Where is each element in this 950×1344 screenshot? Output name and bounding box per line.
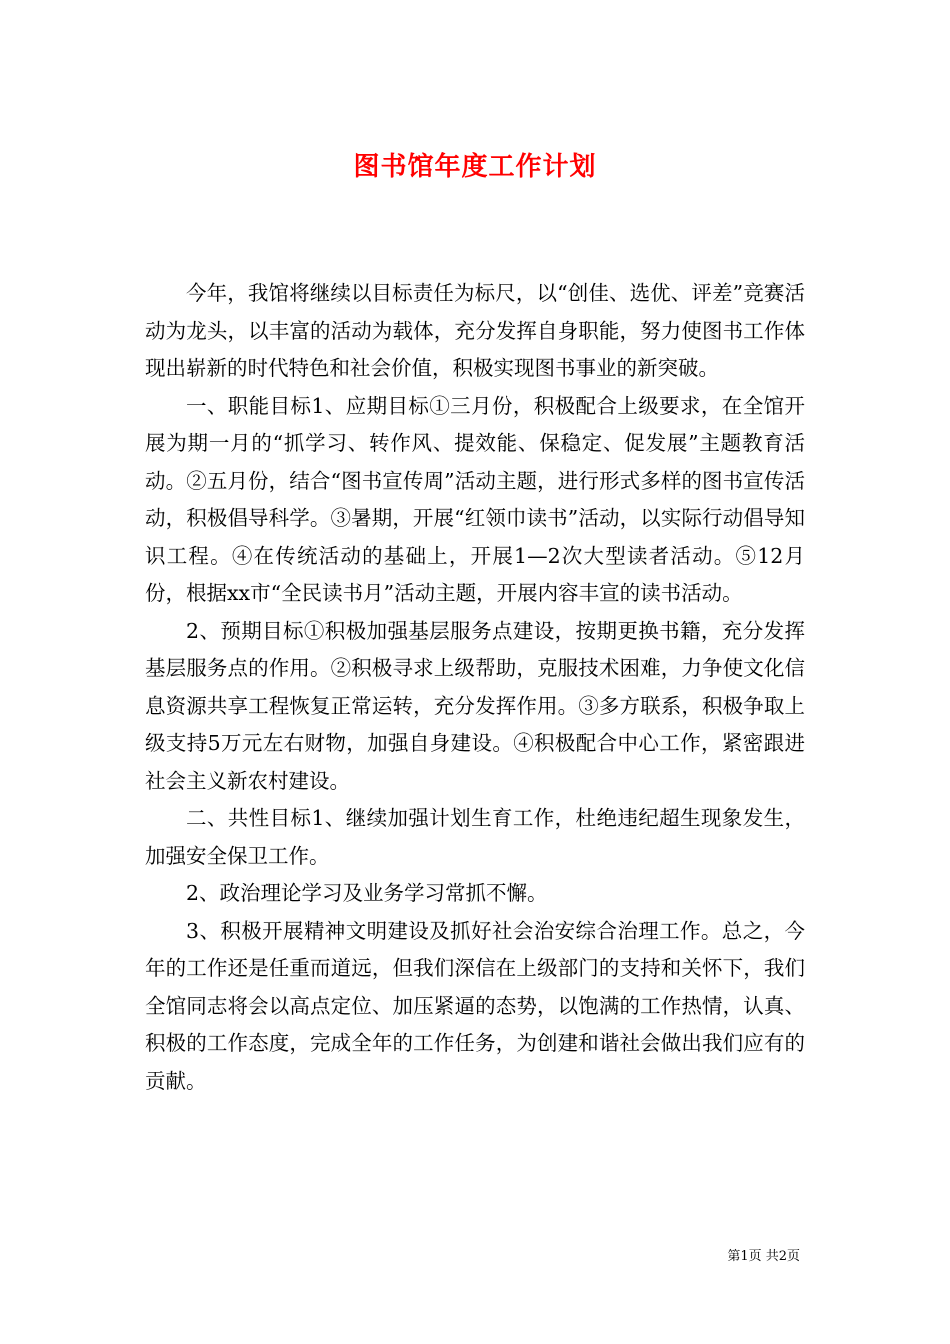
paragraph-common-goals: 二、共性目标1、继续加强计划生育工作，杜绝违纪超生现象发生，加强安全保卫工作。: [145, 806, 805, 868]
paragraph-functional-goals: 一、职能目标1、应期目标①三月份，积极配合上级要求，在全馆开展为期一月的“抓学习、转作风、提效能、保稳定、促发展”主题教育活动。②五月份，结合“图书宣传周”活动主题，进行形式多样的图书宣传活动，积极倡导科学。③暑期，开展“红领巾读书”活动，以实际行动倡导知识工程。④在传统活动的基础上，开展1—2次大型读者活动。⑤12月份，根据xx市“全民读书月”活动主题，开展内容丰宣的读书活动。: [145, 393, 805, 605]
paragraph-intro: 今年，我馆将继续以目标责任为标尺，以“创佳、选优、评差”竞赛活动为龙头，以丰富的活动为载体，充分发挥自身职能，努力使图书工作体现出崭新的时代特色和社会价值，积极实现图书事业的新突破。: [145, 281, 805, 380]
paragraph-study: 2、政治理论学习及业务学习常抓不懈。: [186, 881, 548, 905]
paragraph-conclusion: 3、积极开展精神文明建设及抓好社会治安综合治理工作。总之，今年的工作还是任重而道远，但我们深信在上级部门的支持和关怀下，我们全馆同志将会以高点定位、加压紧逼的态势，以饱满的工作热情，认真、积极的工作态度，完成全年的工作任务，为创建和谐社会做出我们应有的贡献。: [145, 918, 805, 1093]
paragraph-expected-goals: 2、预期目标①积极加强基层服务点建设，按期更换书籍，充分发挥基层服务点的作用。②积极寻求上级帮助，克服技术困难，力争使文化信息资源共享工程恢复正常运转，充分发挥作用。③多方联系，积极争取上级支持5万元左右财物，加强自身建设。④积极配合中心工作，紧密跟进社会主义新农村建设。: [145, 618, 805, 793]
page-number: 第1页 共2页: [727, 1249, 800, 1264]
page-title: 图书馆年度工作计划: [353, 152, 597, 183]
document-body: [145, 275, 805, 1100]
